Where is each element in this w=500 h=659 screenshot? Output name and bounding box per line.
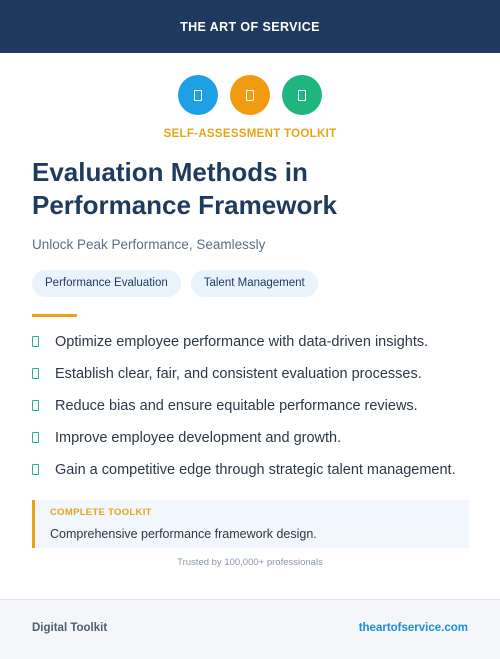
callout-label: COMPLETE TOOLKIT [50,507,152,518]
kicker-label: SELF-ASSESSMENT TOOLKIT [163,128,337,140]
website-link[interactable]: theartofservice.com [358,622,468,634]
list-item-text: Establish clear, fair, and consistent evaluation processes. [55,365,422,382]
footer-bar [0,599,500,659]
header-bar [0,0,500,53]
benefit-list [32,331,492,491]
check-icon [32,368,39,379]
tag-performance-evaluation: Performance Evaluation [32,270,181,297]
list-item-text: Gain a competitive edge through strategic talent management. [55,461,456,478]
trust-line: Trusted by 100,000+ professionals [177,557,323,568]
list-item [32,363,492,384]
footer-label: Digital Toolkit [32,622,108,634]
list-item-text: Optimize employee performance with data-driven insights. [55,333,429,350]
document-icon [230,75,270,115]
list-item [32,395,492,416]
brand-name: THE ART OF SERVICE [180,19,320,34]
list-item [32,331,492,352]
document-icon [282,75,322,115]
check-icon [32,336,39,347]
check-icon [32,400,39,411]
accent-divider [32,314,77,317]
list-item [32,427,492,448]
page-title: Evaluation Methods in Performance Framework [32,157,337,220]
tag-list [32,270,318,297]
subtitle: Unlock Peak Performance, Seamlessly [32,237,266,252]
check-icon [32,464,39,475]
callout-text: Comprehensive performance framework design. [50,527,317,541]
list-item-text: Reduce bias and ensure equitable performance reviews. [55,397,418,414]
tag-talent-management: Talent Management [191,270,318,297]
toolkit-callout [32,500,469,548]
document-icon [178,75,218,115]
list-item [32,459,492,480]
list-item-text: Improve employee development and growth. [55,429,342,446]
check-icon [32,432,39,443]
icon-row [0,75,500,115]
